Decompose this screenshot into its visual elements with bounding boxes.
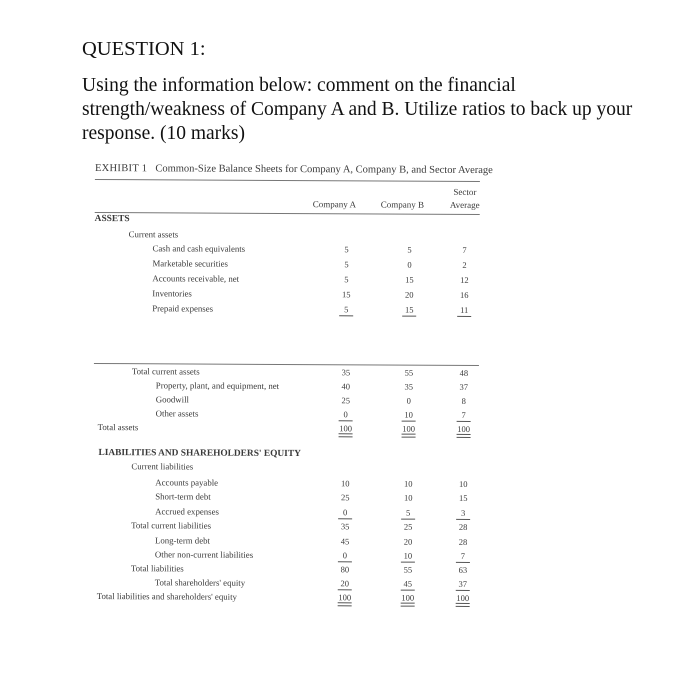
- cell-sector-average: 63: [458, 564, 468, 575]
- rule-header: [95, 212, 480, 215]
- cell-company-b: 55: [403, 564, 413, 575]
- cell-sector-average: 10: [459, 478, 468, 489]
- cell-sector-average: 100: [453, 592, 473, 604]
- cell-sector-average: 28: [458, 536, 468, 547]
- row-label: Total liabilities and shareholders' equity: [96, 591, 237, 602]
- row-label: Property, plant, and equipment, net: [155, 380, 280, 391]
- row-label: Short-term debt: [155, 491, 211, 502]
- cell-company-a: 100: [335, 591, 355, 603]
- cell-sector-average: 8: [461, 395, 466, 406]
- cell-company-a: 45: [340, 536, 350, 547]
- section-assets: ASSETS: [94, 213, 130, 225]
- cell-company-a: 40: [341, 381, 351, 392]
- cell-company-b: 0: [406, 395, 411, 406]
- cell-company-a: 5: [344, 259, 349, 270]
- section-current-liabilities: Current liabilities: [131, 461, 194, 472]
- exhibit-caption-text: Common-Size Balance Sheets for Company A, Company B, and Sector Average: [155, 163, 493, 177]
- cell-company-b: 20: [405, 289, 414, 300]
- cell-company-a: 80: [340, 564, 350, 575]
- cell-company-b: 45: [398, 578, 418, 590]
- cell-company-b: 35: [404, 381, 414, 392]
- cell-sector-average: 28: [458, 521, 468, 532]
- row-label: Total current assets: [131, 366, 200, 377]
- cell-company-b: 0: [407, 259, 412, 270]
- cell-company-b: 100: [398, 592, 418, 604]
- row-label: Long-term debt: [154, 535, 211, 546]
- cell-sector-average: 11: [454, 304, 474, 316]
- cell-sector-average: 3: [453, 507, 473, 519]
- row-label: Accounts receivable, net: [152, 273, 240, 284]
- cell-sector-average: 7: [462, 244, 467, 255]
- cell-sector-average: 7: [453, 550, 473, 562]
- row-label: Accrued expenses: [155, 506, 219, 517]
- cell-company-b: 25: [403, 521, 413, 532]
- cell-company-a: 25: [341, 395, 351, 406]
- cell-sector-average: 12: [460, 274, 469, 285]
- cell-company-b: 15: [399, 304, 419, 316]
- cell-company-b: 55: [404, 367, 414, 378]
- cell-company-a: 25: [340, 492, 350, 503]
- cell-sector-average: 15: [458, 492, 468, 503]
- cell-sector-average: 16: [460, 289, 469, 300]
- cell-sector-average: 7: [454, 409, 474, 421]
- cell-company-b: 10: [403, 492, 413, 503]
- col-header-company-a: Company A: [312, 199, 357, 210]
- cell-company-a: 5: [336, 303, 356, 315]
- cell-company-a: 10: [341, 478, 350, 489]
- exhibit-caption: [95, 163, 493, 176]
- cell-sector-average: 37: [453, 578, 473, 590]
- question-title: QUESTION 1:: [82, 38, 206, 60]
- section-current-assets: Current assets: [128, 229, 179, 240]
- row-label: Accounts payable: [155, 477, 219, 488]
- cell-sector-average: 37: [459, 381, 469, 392]
- col-header-company-b: Company B: [380, 199, 425, 210]
- question-text: Using the information below: comment on the financial strength/weakness of Company A and B. Utilize ratios to back up your response. (10 marks): [82, 75, 633, 144]
- cell-company-a: 15: [342, 289, 351, 300]
- row-label: Other assets: [155, 408, 199, 419]
- cell-company-a: 0: [335, 549, 355, 561]
- cell-company-b: 20: [403, 536, 413, 547]
- cell-company-b: 100: [399, 423, 419, 435]
- exhibit-table: [93, 160, 493, 612]
- exhibit-number: EXHIBIT 1: [94, 162, 148, 175]
- row-label: Other non-current liabilities: [154, 549, 254, 560]
- cell-company-a: 35: [341, 367, 351, 378]
- row-label: Inventories: [152, 288, 192, 299]
- col-header-sector-average: Sector Average: [449, 186, 480, 211]
- row-label: Total liabilities: [130, 563, 184, 574]
- cell-company-b: 10: [404, 478, 413, 489]
- cell-company-b: 15: [405, 274, 414, 285]
- cell-company-b: 5: [398, 507, 418, 519]
- cell-company-a: 5: [344, 274, 349, 285]
- row-label: Goodwill: [155, 394, 190, 405]
- row-label: Total current liabilities: [131, 520, 212, 531]
- cell-company-b: 10: [399, 409, 419, 421]
- section-liabilities-equity: LIABILITIES AND SHAREHOLDERS' EQUITY: [98, 448, 301, 460]
- cell-company-a: 35: [340, 521, 350, 532]
- row-label: Prepaid expenses: [152, 303, 214, 314]
- cell-sector-average: 100: [454, 423, 474, 435]
- cell-company-a: 20: [335, 577, 355, 589]
- cell-sector-average: 2: [462, 259, 467, 270]
- cell-company-a: 0: [336, 408, 356, 420]
- rule-top: [95, 179, 480, 182]
- row-label: Cash and cash equivalents: [152, 243, 246, 254]
- cell-company-b: 10: [398, 550, 418, 562]
- cell-company-a: 0: [335, 506, 355, 518]
- cell-company-b: 5: [407, 244, 412, 255]
- row-label: Marketable securities: [152, 258, 228, 269]
- row-label: Total shareholders' equity: [154, 577, 246, 588]
- cell-sector-average: 48: [459, 367, 469, 378]
- cell-company-a: 5: [344, 244, 349, 255]
- cell-company-a: 100: [336, 422, 356, 434]
- row-label: Total assets: [97, 422, 139, 433]
